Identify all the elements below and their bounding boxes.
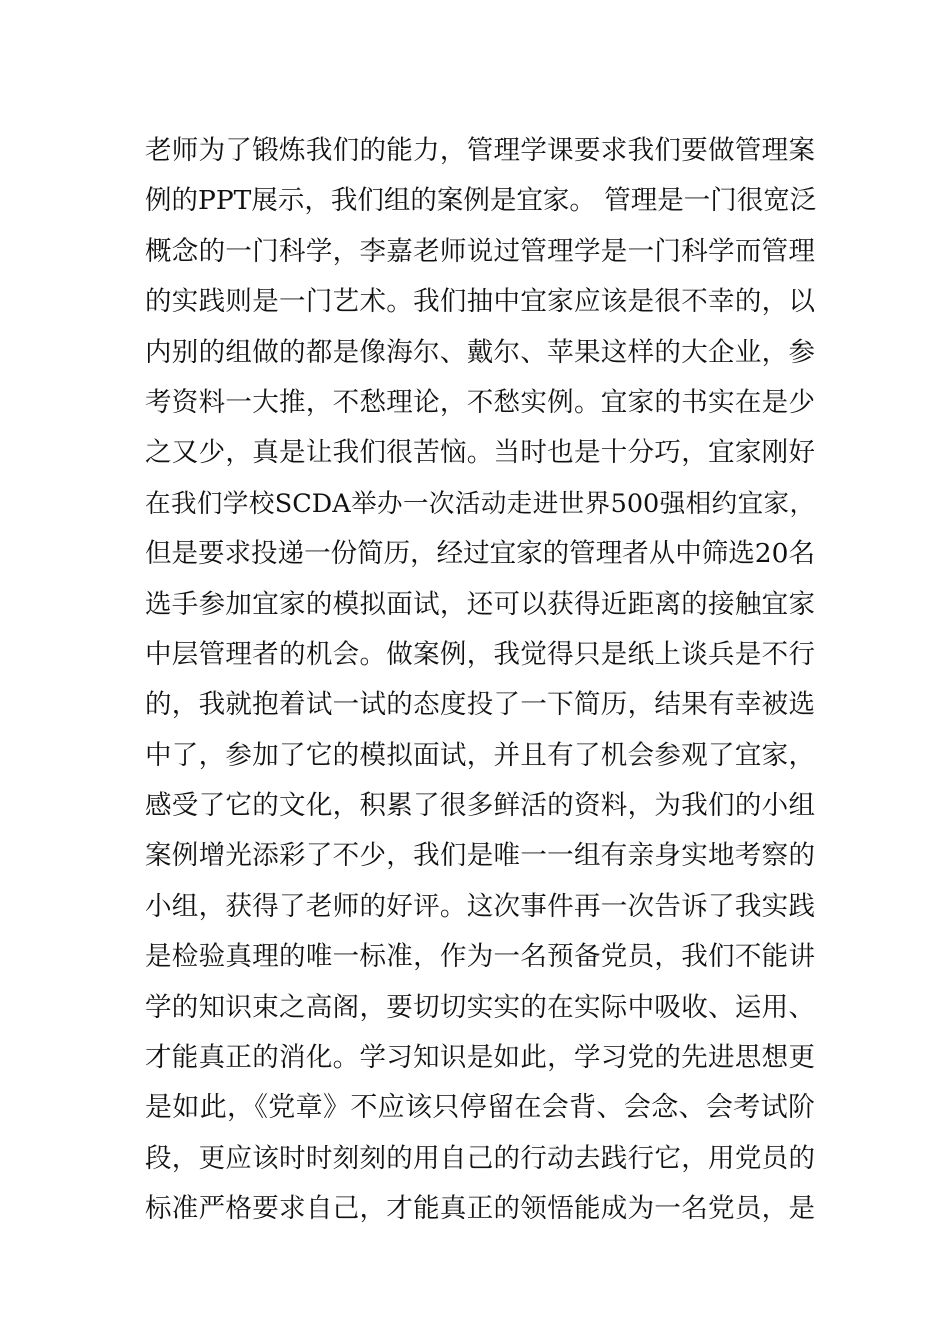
text-line: 例的PPT展示，我们组的案例是宜家。 管理是一门很宽泛 (145, 185, 817, 217)
body-paragraph (145, 126, 815, 1235)
text-line: 的实践则是一门艺术。我们抽中宜家应该是很不幸的，以 (145, 286, 815, 318)
text-line: 段，更应该时时刻刻的用自己的行动去践行它，用党员的 (145, 1142, 815, 1174)
text-line: 是如此，《党章》不应该只停留在会背、会念、会考试阶 (145, 1092, 815, 1124)
text-line: 感受了它的文化，积累了很多鲜活的资料，为我们的小组 (145, 790, 815, 822)
text-line: 选手参加宜家的模拟面试，还可以获得近距离的接触宜家 (145, 588, 815, 620)
text-line: 内别的组做的都是像海尔、戴尔、苹果这样的大企业，参 (145, 336, 815, 368)
text-line: 才能真正的消化。学习知识是如此，学习党的先进思想更 (145, 1042, 815, 1074)
text-line: 中了，参加了它的模拟面试，并且有了机会参观了宜家， (145, 739, 815, 771)
text-line: 在我们学校SCDA举办一次活动走进世界500强相约宜家， (145, 488, 815, 519)
text-line: 案例增光添彩了不少，我们是唯一一组有亲身实地考察的 (145, 840, 815, 872)
text-line: 之又少，真是让我们很苦恼。当时也是十分巧，宜家刚好 (145, 437, 815, 469)
text-line: 中层管理者的机会。做案例，我觉得只是纸上谈兵是不行 (145, 638, 815, 670)
text-line: 学的知识束之高阁，要切切实实的在实际中吸收、运用、 (145, 991, 815, 1023)
text-line: 是检验真理的唯一标准，作为一名预备党员，我们不能讲 (145, 941, 815, 973)
text-line: 但是要求投递一份简历，经过宜家的管理者从中筛选20名 (145, 538, 815, 570)
text-line: 老师为了锻炼我们的能力，管理学课要求我们要做管理案 (145, 135, 815, 166)
text-line: 标准严格要求自己，才能真正的领悟能成为一名党员，是 (145, 1193, 815, 1225)
text-line: 的，我就抱着试一试的态度投了一下简历，结果有幸被选 (145, 689, 815, 721)
text-line: 考资料一大推，不愁理论，不愁实例。宜家的书实在是少 (145, 386, 815, 418)
text-line: 概念的一门科学，李嘉老师说过管理学是一门科学而管理 (145, 235, 815, 267)
text-line: 小组，获得了老师的好评。这次事件再一次告诉了我实践 (145, 890, 815, 922)
